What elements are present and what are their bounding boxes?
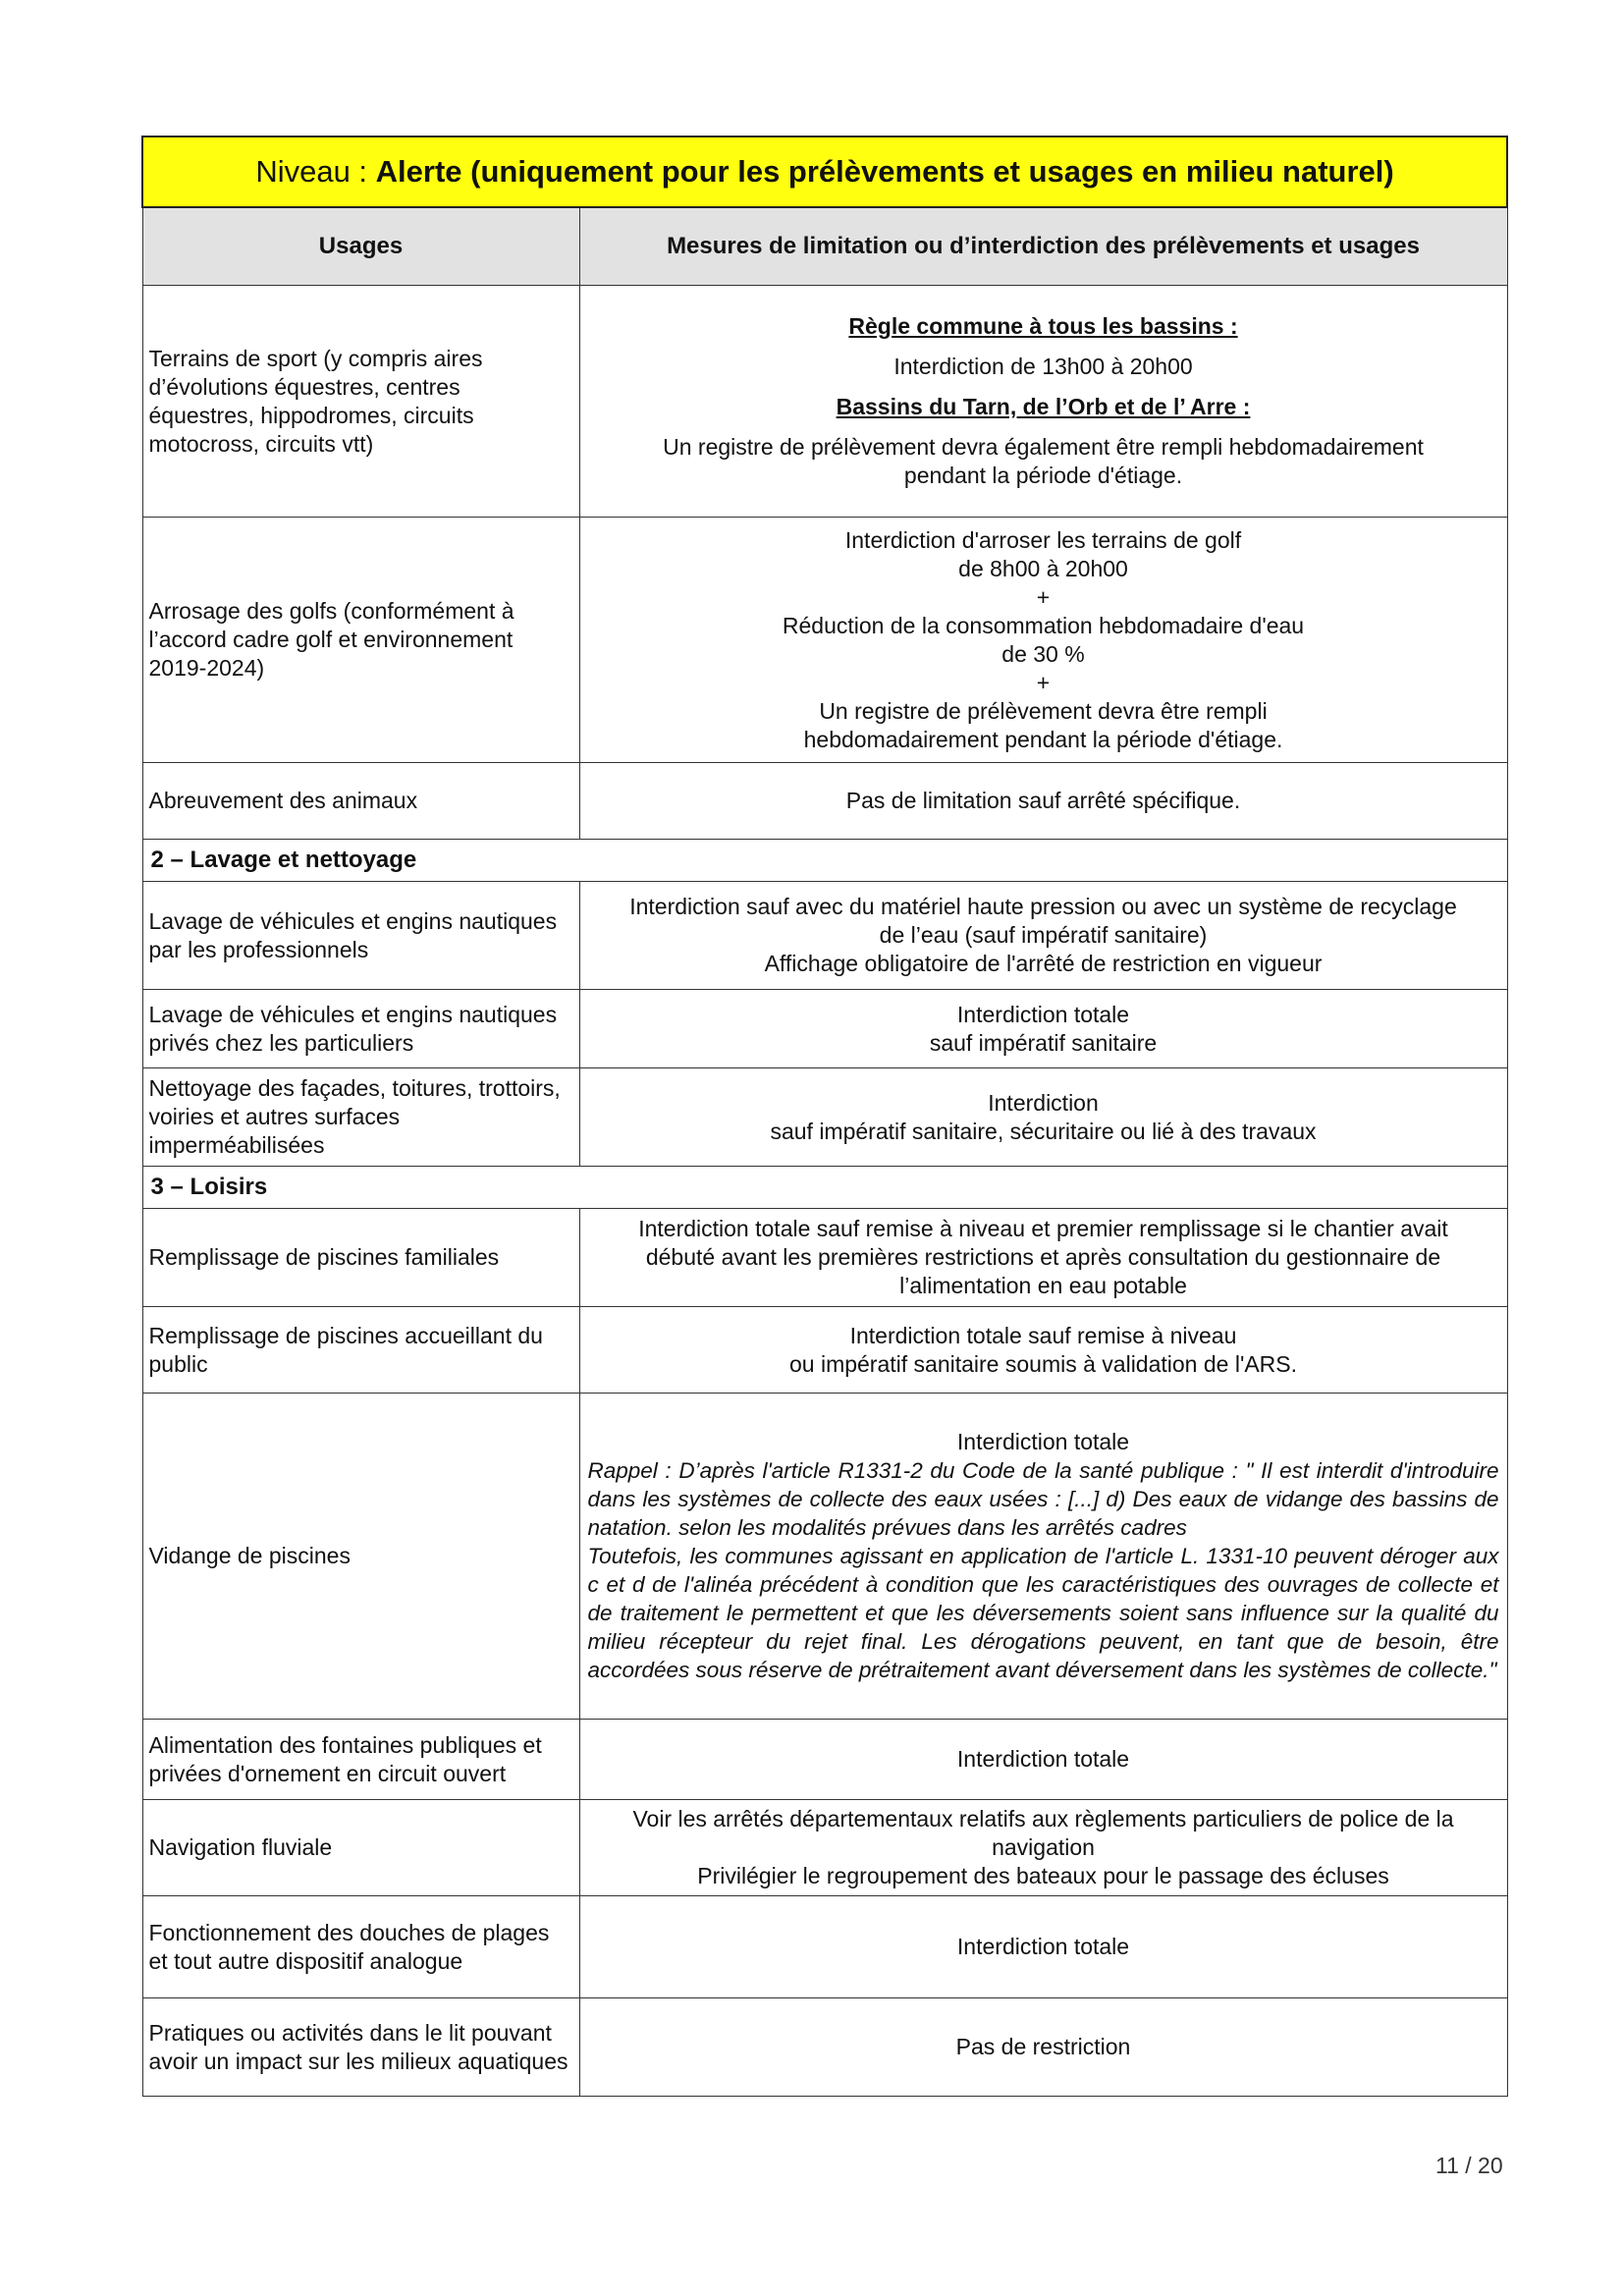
measure-line: pendant la période d'étiage. [903,463,1183,488]
table-row [142,1998,1507,2097]
level-title-prefix: Niveau : [255,154,376,189]
measure-line: Affichage obligatoire de l'arrêté de restriction en vigueur [764,951,1323,976]
measure-cell: Pas de limitation sauf arrêté spécifique. [579,763,1507,840]
table-row [142,1209,1507,1307]
header-usages: Usages [142,207,579,286]
level-title-name: Alerte (uniquement pour les prélèvements et usages en milieu naturel) [375,154,1394,189]
page-number: 11 / 20 [1435,2153,1503,2178]
measure-line: sauf impératif sanitaire, sécuritaire ou lié à des travaux [770,1118,1317,1144]
measure-cell: Pas de restriction [579,1998,1507,2097]
table-row [142,1068,1507,1167]
usage-cell: Arrosage des golfs (conformément à l’accord cadre golf et environnement 2019-2024) [142,518,579,763]
header-row [142,207,1507,286]
plus-sign: + [1036,669,1051,695]
basins-heading: Bassins du Tarn, de l’Orb et de l’ Arre : [836,394,1251,419]
rappel-text: Rappel : D’après l'article R1331-2 du Code de la santé publique : " Il est interdit d'introduire dans les systèmes de collecte des eaux usées : [...] d) Des eaux de vidange des bassins de natation. selon les modalités prévues dans les arrêtés cadres [587,1458,1499,1540]
section-row [142,840,1507,882]
measure-cell [579,1800,1507,1896]
usage-cell: Fonctionnement des douches de plages et tout autre dispositif analogue [142,1896,579,1998]
usage-cell: Terrains de sport (y compris aires d’évolutions équestres, centres équestres, hippodromes, circuits motocross, circuits vtt) [142,286,579,518]
table-row [142,286,1507,518]
header-mesures: Mesures de limitation ou d’interdiction des prélèvements et usages [579,207,1507,286]
measure-cell [579,1307,1507,1394]
table-row [142,1800,1507,1896]
measure-line: Un registre de prélèvement devra également être rempli hebdomadairement [663,434,1424,460]
table-row [142,990,1507,1068]
measure-line: Réduction de la consommation hebdomadaire d'eau [782,612,1305,638]
measure-line: de 8h00 à 20h00 [958,555,1128,581]
plus-sign: + [1036,583,1051,610]
usage-cell: Alimentation des fontaines publiques et privées d'ornement en circuit ouvert [142,1720,579,1800]
table-row [142,518,1507,763]
measure-line: l’alimentation en eau potable [899,1273,1187,1298]
measure-line: Interdiction totale sauf remise à niveau et premier remplissage si le chantier avait [638,1216,1448,1241]
measure-line: navigation [992,1834,1095,1860]
measure-cell: Interdiction totale [579,1720,1507,1800]
measure-line: Voir les arrêtés départementaux relatifs aux règlements particuliers de police de la [632,1806,1454,1831]
measure-cell: Interdiction totale [579,1896,1507,1998]
measure-line: de 30 % [1001,640,1085,667]
section-heading: 2 – Lavage et nettoyage [142,840,1507,882]
measure-cell [579,1209,1507,1307]
section-row [142,1167,1507,1209]
usage-cell: Remplissage de piscines familiales [142,1209,579,1307]
measure-line: ou impératif sanitaire soumis à validation de l'ARS. [788,1350,1298,1377]
measure-cell [579,1068,1507,1167]
measure-line: Interdiction totale [956,1429,1130,1454]
measure-line: débuté avant les premières restrictions et après consultation du gestionnaire de [645,1244,1441,1270]
usage-cell: Abreuvement des animaux [142,763,579,840]
measure-cell [579,1394,1507,1720]
measure-line: hebdomadairement pendant la période d'étiage. [803,726,1283,752]
restrictions-table [141,136,1508,2097]
measure-line: Interdiction sauf avec du matériel haute pression ou avec un système de recyclage [629,894,1457,919]
measure-cell [579,990,1507,1068]
measure-line: de l’eau (sauf impératif sanitaire) [879,922,1208,948]
usage-cell: Navigation fluviale [142,1800,579,1896]
table-row [142,1307,1507,1394]
table-row [142,1394,1507,1720]
usage-cell: Remplissage de piscines accueillant du public [142,1307,579,1394]
measure-cell [579,286,1507,518]
measure-line: sauf impératif sanitaire [929,1029,1158,1056]
table-row [142,1896,1507,1998]
measure-line: Interdiction de 13h00 à 20h00 [893,354,1193,379]
title-row [142,137,1507,207]
measure-line: Interdiction [988,1089,1099,1116]
usage-cell: Pratiques ou activités dans le lit pouvant avoir un impact sur les milieux aquatiques [142,1998,579,2097]
measure-line: Interdiction d'arroser les terrains de golf [844,526,1242,553]
measure-line: Interdiction totale [956,1001,1130,1027]
usage-cell: Lavage de véhicules et engins nautiques privés chez les particuliers [142,990,579,1068]
usage-cell: Vidange de piscines [142,1394,579,1720]
measure-line: Un registre de prélèvement devra être rempli [819,697,1268,724]
table-row [142,1720,1507,1800]
measure-cell [579,882,1507,990]
rappel-text: Toutefois, les communes agissant en application de l'article L. 1331-10 peuvent déroger aux c et d de l'alinéa précédent à condition que les caractéristiques des ouvrages de collecte et de traitement le permettent et que les déversements soient sans influence sur la qualité du milieu récepteur du rejet final. Les dérogations peuvent, en tant que de besoin, être accordées sous réserve de prétraitement avant déversement dans les systèmes de collecte." [587,1544,1499,1682]
table-row [142,882,1507,990]
measure-cell [579,518,1507,763]
section-heading: 3 – Loisirs [142,1167,1507,1209]
usage-cell: Lavage de véhicules et engins nautiques par les professionnels [142,882,579,990]
usage-cell: Nettoyage des façades, toitures, trottoirs, voiries et autres surfaces imperméabilisées [142,1068,579,1167]
level-title [142,137,1507,207]
measure-line: Interdiction totale sauf remise à niveau [849,1322,1237,1348]
measure-line: Privilégier le regroupement des bateaux pour le passage des écluses [697,1863,1389,1888]
rule-heading: Règle commune à tous les bassins : [848,313,1238,339]
table-row [142,763,1507,840]
